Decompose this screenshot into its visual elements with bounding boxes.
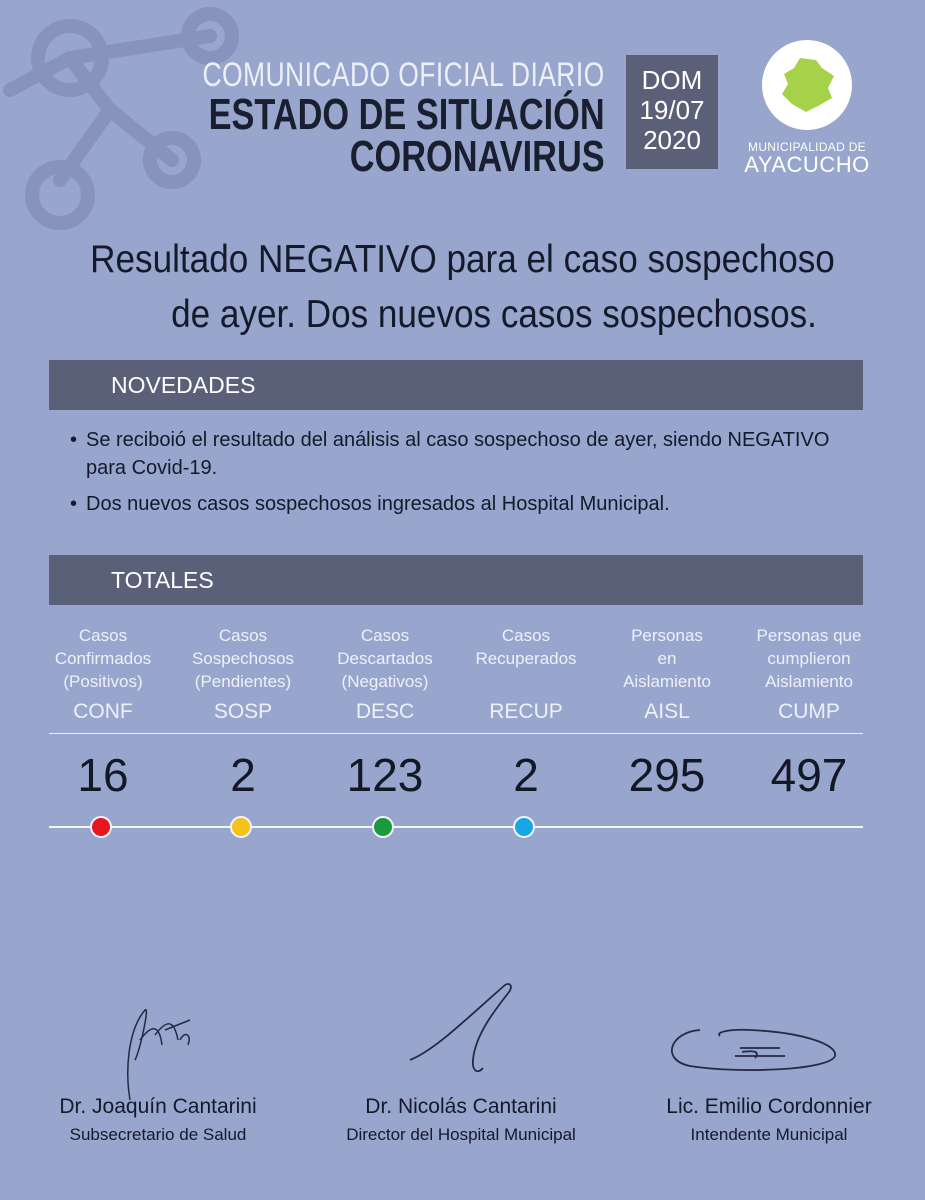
stat-description-line: Sospechosos	[191, 649, 295, 668]
header-line-1: COMUNICADO OFICIAL DIARIO	[202, 56, 605, 94]
logo-text-ayacucho: AYACUCHO	[744, 152, 870, 177]
signature-emilio-icon	[660, 1020, 840, 1080]
stat-code: CUMP	[778, 700, 840, 723]
stat-column-aisl	[597, 624, 737, 724]
signature-block	[8, 1095, 308, 1145]
stat-column-sosp	[173, 624, 313, 724]
stat-description-line: Personas que	[756, 626, 862, 645]
novedades-item: • Dos nuevos casos sospechosos ingresados al Hospital Municipal.	[70, 490, 850, 518]
signature-nicolas-icon	[405, 980, 525, 1090]
signatory-role: Intendente Municipal	[690, 1125, 848, 1144]
stat-value: 497	[770, 749, 848, 801]
stat-description	[33, 624, 173, 696]
stat-description-line: Casos	[218, 626, 268, 645]
status-dot-conf	[90, 816, 112, 838]
stat-description-line: Confirmados	[54, 649, 152, 668]
stat-column-recup	[456, 624, 596, 724]
stat-value: 123	[346, 749, 424, 801]
stat-code: SOSP	[213, 700, 273, 723]
logo-circle	[762, 40, 852, 130]
stat-description	[739, 624, 879, 696]
stats-divider	[49, 733, 863, 734]
totales-section-title: TOTALES	[49, 555, 863, 605]
stat-code: RECUP	[489, 700, 563, 723]
stat-description	[315, 624, 455, 696]
stat-description-line	[456, 670, 596, 693]
header-line-3: CORONAVIRUS	[350, 132, 605, 181]
date-box	[626, 55, 718, 169]
stat-code: DESC	[355, 700, 415, 723]
stat-description-line: Personas	[631, 626, 703, 645]
stat-value: 2	[513, 749, 539, 801]
dots-line	[49, 826, 863, 828]
stat-description-line: en	[657, 649, 677, 668]
stat-description	[173, 624, 313, 696]
ayacucho-map-icon	[776, 54, 838, 116]
stat-description-line: Descartados	[337, 649, 433, 668]
novedades-section-title: NOVEDADES	[49, 360, 863, 410]
signature-block	[619, 1095, 919, 1145]
stat-column-cump	[739, 624, 879, 724]
headline-line-2: de ayer. Dos nuevos casos sospechosos.	[171, 293, 817, 336]
stat-description	[456, 624, 596, 696]
headline-line-1: Resultado NEGATIVO para el caso sospechoso	[90, 238, 835, 281]
stat-value: 295	[628, 749, 706, 801]
stat-description-line: (Negativos)	[341, 672, 429, 691]
stat-description-line: Aislamiento	[765, 672, 853, 691]
stat-description-line: Casos	[501, 626, 551, 645]
stat-description-line: cumplieron	[767, 649, 851, 668]
stat-description-line: (Positivos)	[63, 672, 143, 691]
stat-column-conf	[33, 624, 173, 724]
signatory-name: Lic. Emilio Cordonnier	[666, 1095, 872, 1118]
stat-value: 16	[77, 749, 129, 801]
header-titles	[202, 56, 605, 181]
date-daymonth: 19/07	[639, 95, 705, 125]
novedades-list	[70, 426, 850, 526]
novedades-item: • Se reciboió el resultado del análisis al caso sospechoso de ayer, siendo NEGATIVO para Covid-19.	[70, 426, 850, 482]
status-dot-recup	[513, 816, 535, 838]
signatory-role: Director del Hospital Municipal	[346, 1125, 576, 1144]
stat-description-line: Aislamiento	[623, 672, 711, 691]
signatory-role: Subsecretario de Salud	[69, 1125, 247, 1144]
municipality-logo	[738, 40, 876, 180]
stat-description	[597, 624, 737, 696]
date-day: DOM	[641, 65, 703, 95]
status-dot-sosp	[230, 816, 252, 838]
headline	[82, 232, 843, 342]
signature-joaquin-icon	[100, 990, 200, 1110]
header-line-2: ESTADO DE SITUACIÓN	[209, 90, 605, 139]
status-dot-desc	[372, 816, 394, 838]
signatures	[0, 980, 925, 1180]
signatory-name: Dr. Joaquín Cantarini	[59, 1095, 257, 1118]
stat-code: CONF	[73, 700, 133, 723]
stat-column-desc	[315, 624, 455, 724]
stat-description-line: Recuperados	[475, 649, 577, 668]
signature-block	[311, 1095, 611, 1145]
stat-description-line: (Pendientes)	[194, 672, 292, 691]
logo-text-municipalidad: MUNICIPALIDAD DE	[748, 140, 866, 154]
date-year: 2020	[643, 125, 701, 155]
stat-code: AISL	[644, 700, 690, 723]
signatory-name: Dr. Nicolás Cantarini	[365, 1095, 557, 1118]
stat-value: 2	[230, 749, 256, 801]
stat-description-line: Casos	[360, 626, 410, 645]
stat-description-line: Casos	[78, 626, 128, 645]
